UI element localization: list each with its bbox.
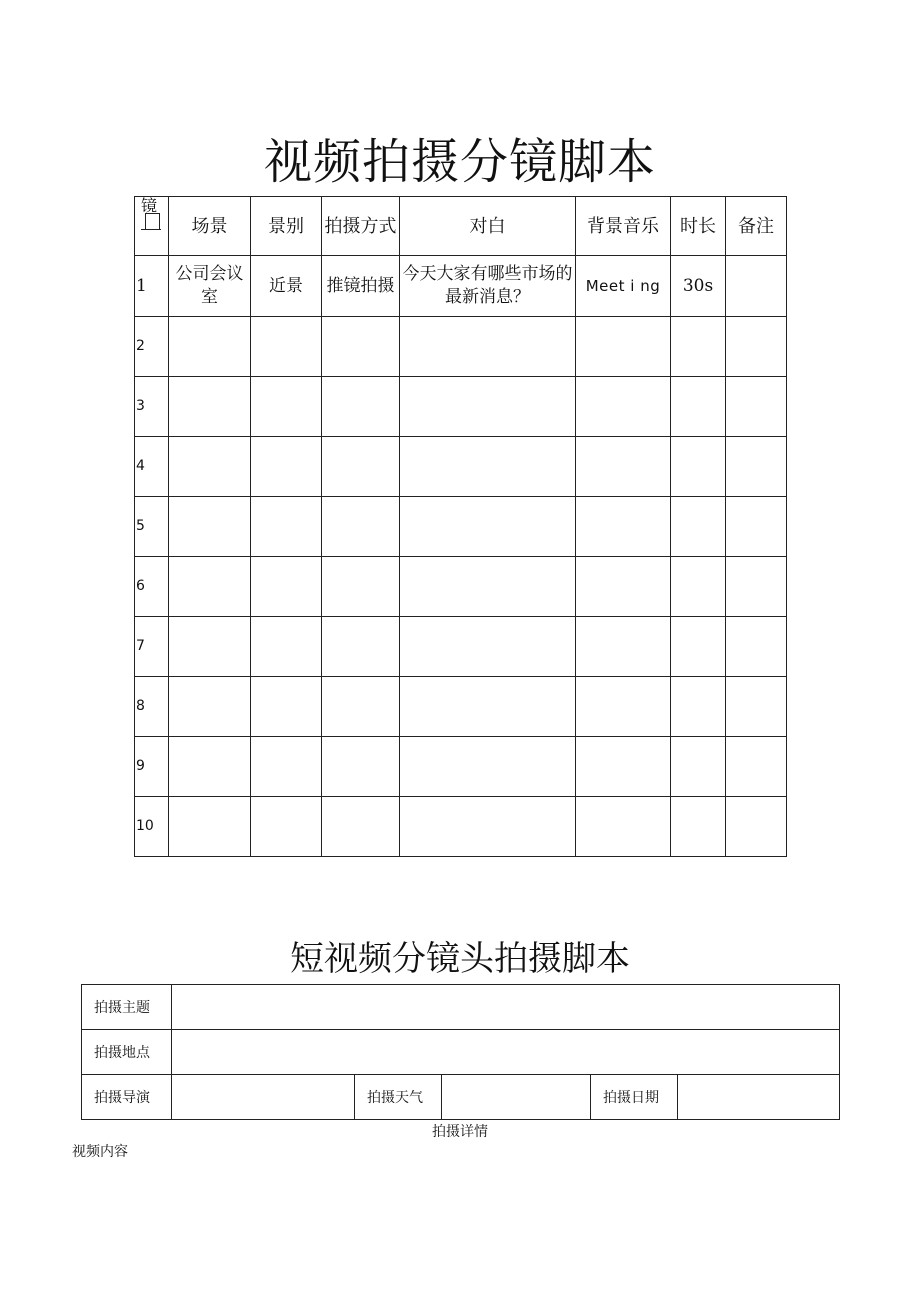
cell-scene	[169, 437, 251, 497]
cell-scene	[169, 677, 251, 737]
table-row	[135, 377, 787, 437]
cell-method	[322, 797, 400, 857]
cell-scene	[169, 737, 251, 797]
cell-dialogue: 今天大家有哪些市场的最新消息？	[400, 256, 576, 317]
cell-method: 推镜拍摄	[322, 256, 400, 317]
theme-value	[172, 985, 840, 1030]
cell-notes	[726, 677, 787, 737]
cell-dialogue	[400, 617, 576, 677]
cell-shot-size	[251, 497, 322, 557]
cell-dialogue	[400, 797, 576, 857]
cell-method	[322, 677, 400, 737]
header-shot-size: 景别	[251, 197, 322, 256]
cell-duration	[671, 497, 726, 557]
cell-duration	[671, 737, 726, 797]
cell-music	[576, 377, 671, 437]
cell-duration: 30s	[671, 256, 726, 317]
table-row	[135, 437, 787, 497]
cell-notes	[726, 377, 787, 437]
row-number: 9	[135, 737, 169, 797]
cell-dialogue	[400, 317, 576, 377]
cell-method	[322, 737, 400, 797]
cell-scene	[169, 497, 251, 557]
row-number: 8	[135, 677, 169, 737]
cell-notes	[726, 557, 787, 617]
cell-scene	[169, 377, 251, 437]
cell-notes	[726, 497, 787, 557]
cell-dialogue	[400, 677, 576, 737]
header-row	[135, 197, 787, 256]
table-row	[135, 497, 787, 557]
row-number: 4	[135, 437, 169, 497]
underline-divider	[141, 229, 161, 230]
row-number: 3	[135, 377, 169, 437]
location-value	[172, 1030, 840, 1075]
cell-method	[322, 497, 400, 557]
cell-duration	[671, 677, 726, 737]
cell-scene	[169, 617, 251, 677]
cell-method	[322, 317, 400, 377]
header-shot-label: 镜	[141, 196, 158, 215]
header-method: 拍摄方式	[322, 197, 400, 256]
header-notes: 备注	[726, 197, 787, 256]
cell-notes	[726, 317, 787, 377]
cell-shot-size	[251, 617, 322, 677]
theme-row	[82, 985, 840, 1030]
row-number: 5	[135, 497, 169, 557]
cell-duration	[671, 437, 726, 497]
table-row	[135, 256, 787, 317]
cell-notes	[726, 617, 787, 677]
storyboard-table	[134, 196, 787, 857]
theme-label: 拍摄主题	[82, 985, 172, 1030]
table-row	[135, 677, 787, 737]
row-number: 2	[135, 317, 169, 377]
crew-row	[82, 1075, 840, 1120]
director-label: 拍摄导演	[82, 1075, 172, 1120]
table-row	[135, 737, 787, 797]
cell-shot-size	[251, 737, 322, 797]
location-row	[82, 1030, 840, 1075]
content-label: 视频内容	[72, 1144, 128, 1160]
table-row	[135, 797, 787, 857]
cell-shot-size	[251, 557, 322, 617]
header-shot	[135, 197, 169, 256]
cell-notes	[726, 256, 787, 317]
row-number: 10	[135, 797, 169, 857]
cell-duration	[671, 797, 726, 857]
cell-method	[322, 617, 400, 677]
table-row	[135, 557, 787, 617]
cell-shot-size	[251, 317, 322, 377]
cell-notes	[726, 737, 787, 797]
cell-music	[576, 737, 671, 797]
page-title: 视频拍摄分镜脚本	[263, 134, 656, 190]
cell-duration	[671, 317, 726, 377]
cell-music	[576, 617, 671, 677]
cell-duration	[671, 557, 726, 617]
cell-duration	[671, 617, 726, 677]
cell-music	[576, 437, 671, 497]
date-value	[678, 1075, 840, 1120]
cell-shot-size	[251, 677, 322, 737]
cell-dialogue	[400, 557, 576, 617]
cell-shot-size	[251, 797, 322, 857]
cell-music: Meet i ng	[576, 256, 671, 317]
cell-music	[576, 797, 671, 857]
table-row	[135, 317, 787, 377]
cell-scene	[169, 557, 251, 617]
header-duration: 时长	[671, 197, 726, 256]
cell-dialogue	[400, 737, 576, 797]
cell-method	[322, 557, 400, 617]
details-label: 拍摄详情	[432, 1124, 488, 1140]
date-label: 拍摄日期	[591, 1075, 678, 1120]
header-scene: 场景	[169, 197, 251, 256]
cell-dialogue	[400, 377, 576, 437]
cell-method	[322, 377, 400, 437]
cell-dialogue	[400, 497, 576, 557]
checkbox-placeholder-icon	[145, 213, 160, 230]
cell-music	[576, 317, 671, 377]
header-dialogue: 对白	[400, 197, 576, 256]
table-row	[135, 617, 787, 677]
cell-shot-size	[251, 437, 322, 497]
director-value	[172, 1075, 355, 1120]
cell-notes	[726, 797, 787, 857]
header-music: 背景音乐	[576, 197, 671, 256]
weather-value	[442, 1075, 591, 1120]
cell-music	[576, 557, 671, 617]
row-number: 1	[135, 256, 169, 317]
weather-label: 拍摄天气	[355, 1075, 442, 1120]
cell-scene	[169, 797, 251, 857]
cell-notes	[726, 437, 787, 497]
cell-shot-size: 近景	[251, 256, 322, 317]
cell-duration	[671, 377, 726, 437]
row-number: 6	[135, 557, 169, 617]
location-label: 拍摄地点	[82, 1030, 172, 1075]
cell-scene: 公司会议室	[169, 256, 251, 317]
cell-shot-size	[251, 377, 322, 437]
cell-method	[322, 437, 400, 497]
row-number: 7	[135, 617, 169, 677]
cell-scene	[169, 317, 251, 377]
cell-music	[576, 677, 671, 737]
script-title: 短视频分镜头拍摄脚本	[290, 939, 630, 979]
script-info-table	[81, 984, 840, 1120]
cell-music	[576, 497, 671, 557]
cell-dialogue	[400, 437, 576, 497]
